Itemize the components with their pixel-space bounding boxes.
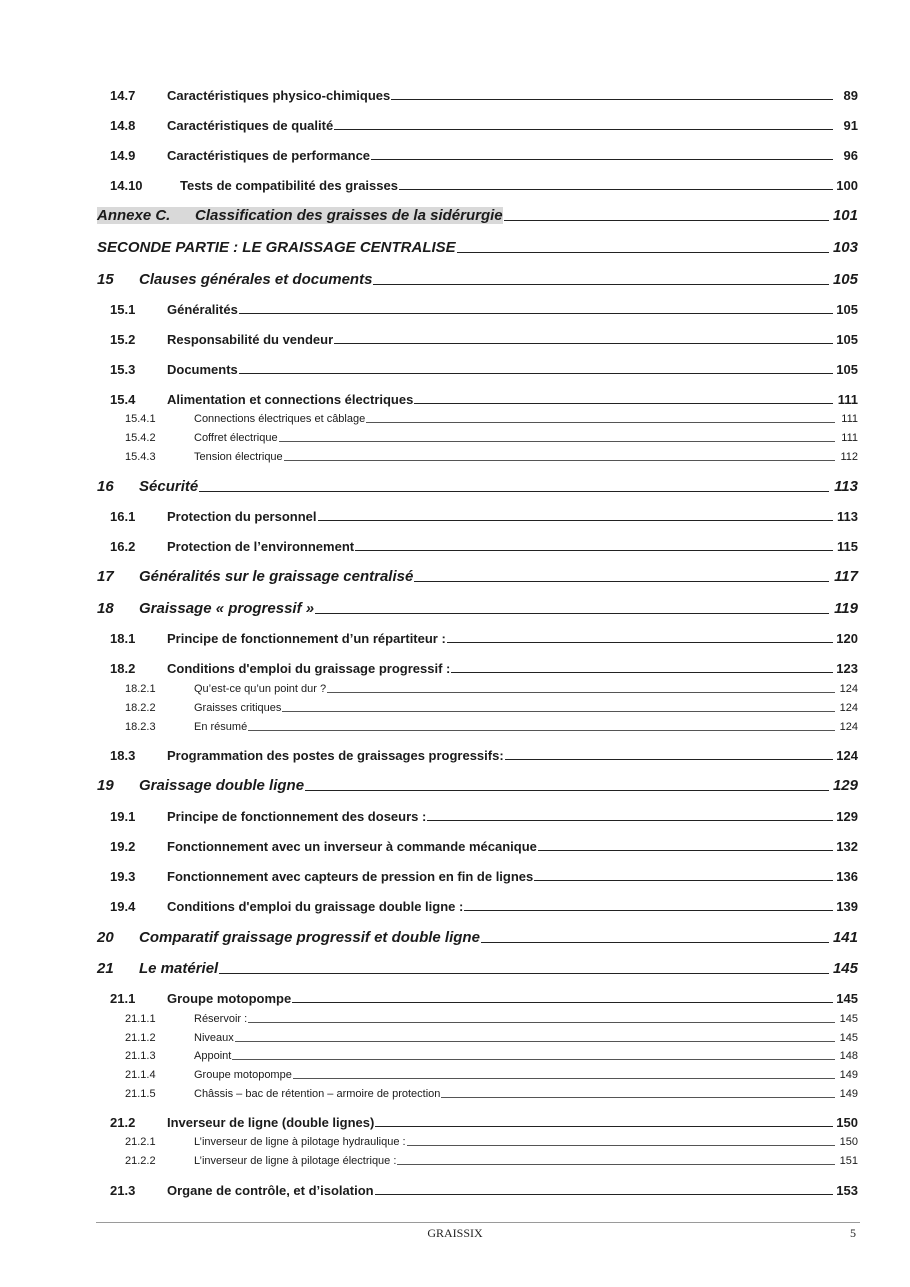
page-number: 111 [837, 392, 858, 407]
section-number: 18.2.3 [125, 721, 156, 733]
toc-entry-18-2-2[interactable] [125, 702, 858, 714]
page-number: 136 [836, 869, 858, 884]
section-title: Fonctionnement avec capteurs de pression en fin de lignes [167, 869, 534, 884]
section-number: 18.3 [110, 748, 136, 763]
dot-leader [199, 491, 829, 492]
section-title: Coffret électrique [194, 432, 278, 444]
toc-entry-18[interactable] [97, 600, 858, 617]
section-title: Appoint [194, 1050, 232, 1062]
dot-leader [451, 672, 833, 673]
toc-entry-18-1[interactable] [110, 631, 858, 646]
section-number: 16 [97, 478, 114, 495]
page-number: 112 [840, 451, 858, 463]
toc-entry-15-3[interactable] [110, 362, 858, 377]
page-number: 139 [836, 899, 858, 914]
dot-leader [371, 159, 833, 160]
dot-leader [366, 422, 835, 423]
toc-entry-19-2[interactable] [110, 839, 858, 854]
section-number: 18.1 [110, 631, 136, 646]
toc-entry-16[interactable] [97, 478, 858, 495]
footer-document-title: GRAISSIX [427, 1226, 483, 1240]
toc-entry-14-7[interactable] [110, 88, 858, 103]
page-number: 145 [836, 991, 858, 1006]
section-title: Caractéristiques de qualité [167, 118, 334, 133]
section-number: 15.4.2 [125, 432, 156, 444]
page-number: 145 [839, 1013, 858, 1025]
page-number: 149 [839, 1088, 858, 1100]
dot-leader [235, 1041, 835, 1042]
page-number: 117 [834, 568, 858, 585]
section-title: Groupe motopompe [167, 991, 292, 1006]
section-number: 15.4.1 [125, 413, 156, 425]
toc-entry-21-2[interactable] [110, 1115, 858, 1130]
section-number: 18.2 [110, 661, 136, 676]
dot-leader [232, 1059, 835, 1060]
dot-leader [414, 581, 829, 582]
page-number: 129 [836, 809, 858, 824]
section-number: 19.1 [110, 809, 136, 824]
toc-entry-16-1[interactable] [110, 509, 858, 524]
section-number: 19.3 [110, 869, 136, 884]
section-title: Protection du personnel [167, 509, 317, 524]
section-title: Connections électriques et câblage [194, 413, 366, 425]
section-number: 15.2 [110, 332, 136, 347]
page-number: 150 [836, 1115, 858, 1130]
page-number: 101 [832, 207, 858, 224]
page-number: 113 [837, 509, 858, 524]
dot-leader [248, 1022, 835, 1023]
page-number: 120 [836, 631, 858, 646]
section-number: 14.9 [110, 148, 136, 163]
page-number: 148 [839, 1050, 858, 1062]
dot-leader [391, 99, 833, 100]
section-title: L’inverseur de ligne à pilotage électrique : [194, 1155, 397, 1167]
section-number: 18 [97, 600, 114, 617]
dot-leader [219, 973, 829, 974]
page-number: 119 [834, 600, 858, 617]
section-title: Tests de compatibilité des graisses [180, 178, 398, 193]
page-number: 103 [832, 239, 858, 256]
dot-leader [464, 910, 833, 911]
dot-leader [407, 1145, 835, 1146]
section-title: Fonctionnement avec un inverseur à commande mécanique [167, 839, 537, 854]
toc-entry-20[interactable] [97, 929, 858, 946]
dot-leader [239, 313, 833, 314]
toc-entry-17[interactable] [97, 568, 858, 585]
page-number: 124 [839, 721, 858, 733]
section-title: Le matériel [139, 960, 219, 977]
page-number: 91 [843, 118, 858, 133]
toc-entry-15-1[interactable] [110, 302, 858, 317]
dot-leader [279, 441, 835, 442]
page-number: 115 [837, 539, 858, 554]
toc-entry-19-4[interactable] [110, 899, 858, 914]
section-title: Classification des graisses de la sidérurgie [195, 207, 503, 224]
section-title: SECONDE PARTIE : LE GRAISSAGE CENTRALISE [97, 239, 456, 256]
dot-leader [457, 252, 829, 253]
dot-leader [414, 403, 833, 404]
section-number: 15.4.3 [125, 451, 156, 463]
footer-divider [96, 1222, 860, 1223]
page-number: 150 [839, 1136, 858, 1148]
section-title: Sécurité [139, 478, 199, 495]
toc-entry-15-4[interactable] [110, 392, 858, 407]
page-number: 105 [832, 271, 858, 288]
section-number: 21.2.2 [125, 1155, 156, 1167]
section-title: Clauses générales et documents [139, 271, 373, 288]
section-title: Généralités [167, 302, 238, 317]
section-title: Tension électrique [194, 451, 283, 463]
toc-entry-21-2-2[interactable] [125, 1155, 858, 1167]
section-number: 20 [97, 929, 114, 946]
toc-entry-21-1-2[interactable] [125, 1032, 858, 1044]
section-title: Responsabilité du vendeur [167, 332, 334, 347]
section-title: Graissage « progressif » [139, 600, 315, 617]
section-title: Caractéristiques de performance [167, 148, 371, 163]
dot-leader [538, 850, 833, 851]
footer-page-number: 5 [850, 1226, 856, 1240]
toc-entry-15-4-1[interactable] [125, 413, 858, 425]
section-number: 15.3 [110, 362, 136, 377]
page-number: 145 [832, 960, 858, 977]
section-title: Protection de l’environnement [167, 539, 355, 554]
section-number: 19 [97, 777, 114, 794]
section-title: Qu’est-ce qu’un point dur ? [194, 683, 327, 695]
dot-leader [373, 284, 829, 285]
dot-leader [334, 129, 833, 130]
toc-entry-19-1[interactable] [110, 809, 858, 824]
toc-entry-seconde-partie[interactable] [97, 239, 858, 256]
section-number: Annexe C. [97, 207, 195, 224]
section-number: 21 [97, 960, 114, 977]
section-title: Documents [167, 362, 238, 377]
page-number: 124 [839, 683, 858, 695]
section-number: 21.1 [110, 991, 136, 1006]
section-number: 21.2 [110, 1115, 136, 1130]
page-number: 149 [839, 1069, 858, 1081]
section-title: Principe de fonctionnement des doseurs : [167, 809, 427, 824]
dot-leader [334, 343, 833, 344]
dot-leader [504, 220, 829, 221]
dot-leader [293, 1078, 835, 1079]
toc-entry-14-10[interactable] [110, 178, 858, 193]
dot-leader [355, 550, 833, 551]
page-number: 100 [836, 178, 858, 193]
dot-leader [399, 189, 833, 190]
page-number: 124 [839, 702, 858, 714]
section-title: Généralités sur le graissage centralisé [139, 568, 414, 585]
page-number: 105 [836, 362, 858, 377]
dot-leader [327, 692, 835, 693]
section-number: 17 [97, 568, 114, 585]
section-number: 15.4 [110, 392, 136, 407]
page-number: 105 [836, 332, 858, 347]
section-title: Alimentation et connections électriques [167, 392, 414, 407]
section-number: 14.8 [110, 118, 136, 133]
toc-entry-21-1-3[interactable] [125, 1050, 858, 1062]
dot-leader [397, 1164, 835, 1165]
toc-entry-15[interactable] [97, 271, 858, 288]
page-number: 89 [843, 88, 858, 103]
toc-entry-21-3[interactable] [110, 1183, 858, 1198]
section-title: L’inverseur de ligne à pilotage hydraulique : [194, 1136, 406, 1148]
toc-entry-14-8[interactable] [110, 118, 858, 133]
page-number: 111 [841, 413, 858, 425]
dot-leader [375, 1126, 833, 1127]
toc-entry-19-3[interactable] [110, 869, 858, 884]
toc-entry-18-2[interactable] [110, 661, 858, 676]
section-title: Programmation des postes de graissages progressifs: [167, 748, 504, 763]
toc-entry-14-9[interactable] [110, 148, 858, 163]
section-number: 21.2.1 [125, 1136, 156, 1148]
dot-leader [427, 820, 833, 821]
section-title: Inverseur de ligne (double lignes) [167, 1115, 375, 1130]
toc-entry-annexe-c[interactable] [97, 207, 858, 224]
section-title: Réservoir : [194, 1013, 248, 1025]
toc-entry-21-1-5[interactable] [125, 1088, 858, 1100]
dot-leader [441, 1097, 835, 1098]
dot-leader [318, 520, 833, 521]
section-title: Châssis – bac de rétention – armoire de protection [194, 1088, 441, 1100]
section-title: En résumé [194, 721, 248, 733]
dot-leader [534, 880, 833, 881]
toc-entry-16-2[interactable] [110, 539, 858, 554]
section-number: 16.2 [110, 539, 136, 554]
dot-leader [239, 373, 833, 374]
section-title: Caractéristiques physico-chimiques [167, 88, 391, 103]
section-number: 21.1.5 [125, 1088, 156, 1100]
dot-leader [315, 613, 829, 614]
toc-entry-18-3[interactable] [110, 748, 858, 763]
section-number: 21.1.1 [125, 1013, 156, 1025]
section-title: Organe de contrôle, et d’isolation [167, 1183, 374, 1198]
section-title: Graisses critiques [194, 702, 282, 714]
section-number: 19.2 [110, 839, 136, 854]
page-number: 105 [836, 302, 858, 317]
toc-entry-18-2-1[interactable] [125, 683, 858, 695]
dot-leader [292, 1002, 833, 1003]
section-number: 21.1.3 [125, 1050, 156, 1062]
dot-leader [282, 711, 835, 712]
toc-entry-21-1[interactable] [110, 991, 858, 1006]
dot-leader [447, 642, 833, 643]
dot-leader [305, 790, 829, 791]
toc-entry-15-2[interactable] [110, 332, 858, 347]
section-title: Groupe motopompe [194, 1069, 292, 1081]
toc-entry-15-4-3[interactable] [125, 451, 858, 463]
section-number: 14.7 [110, 88, 136, 103]
section-number: 18.2.2 [125, 702, 156, 714]
page-number: 153 [836, 1183, 858, 1198]
section-number: 21.3 [110, 1183, 136, 1198]
page-number: 111 [841, 432, 858, 444]
page-number: 124 [836, 748, 858, 763]
section-number: 21.1.4 [125, 1069, 156, 1081]
section-number: 14.10 [110, 178, 143, 193]
dot-leader [375, 1194, 833, 1195]
section-number: 19.4 [110, 899, 136, 914]
toc-entry-21-1-4[interactable] [125, 1069, 858, 1081]
page-number: 113 [834, 478, 858, 495]
section-title: Comparatif graissage progressif et double ligne [139, 929, 480, 946]
section-title: Niveaux [194, 1032, 234, 1044]
dot-leader [505, 759, 833, 760]
section-number: 15.1 [110, 302, 136, 317]
page-number: 151 [839, 1155, 858, 1167]
toc-entry-15-4-2[interactable] [125, 432, 858, 444]
section-title: Conditions d'emploi du graissage double ligne : [167, 899, 464, 914]
section-number: 21.1.2 [125, 1032, 156, 1044]
page-number: 129 [832, 777, 858, 794]
page-number: 145 [839, 1032, 858, 1044]
section-title: Conditions d'emploi du graissage progressif : [167, 661, 451, 676]
section-number: 16.1 [110, 509, 136, 524]
section-number: 15 [97, 271, 114, 288]
section-number: 18.2.1 [125, 683, 156, 695]
section-title: Principe de fonctionnement d’un répartiteur : [167, 631, 446, 646]
dot-leader [481, 942, 829, 943]
section-title: Graissage double ligne [139, 777, 305, 794]
page-number: 96 [843, 148, 858, 163]
page-number: 132 [836, 839, 858, 854]
toc-entry-21-1-1[interactable] [125, 1013, 858, 1025]
toc-entry-21-2-1[interactable] [125, 1136, 858, 1148]
page-number: 123 [836, 661, 858, 676]
toc-entry-19[interactable] [97, 777, 858, 794]
page-number: 141 [832, 929, 858, 946]
toc-entry-18-2-3[interactable] [125, 721, 858, 733]
dot-leader [284, 460, 835, 461]
toc-entry-21[interactable] [97, 960, 858, 977]
dot-leader [248, 730, 835, 731]
